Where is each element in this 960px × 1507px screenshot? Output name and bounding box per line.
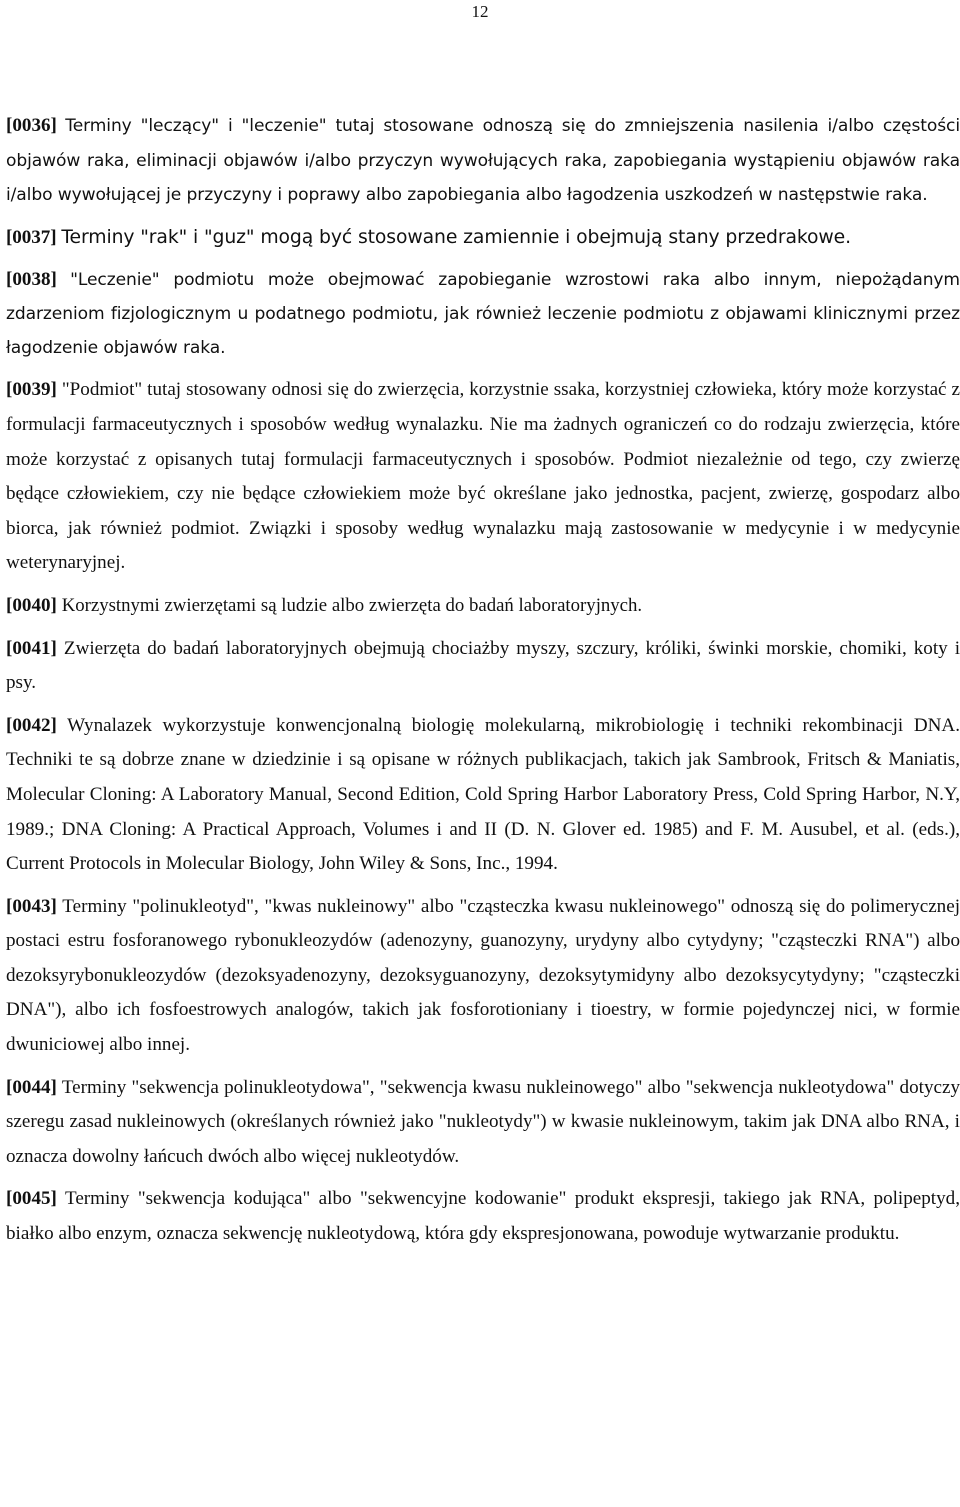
paragraph-text: "Podmiot" tutaj stosowany odnosi się do zwierzęcia, korzystnie ssaka, korzystniej człowieka, który może korzystać z formulacji farmaceutycznych i sposobów według wynalazku. Nie ma żadnych ograniczeń co do rodzaju zwierzęcia, które może korzystać z opisanych tutaj formulacji farmaceutycznych i sposobów. Podmiot niezależnie od tego, czy zwierzę będące człowiekiem, czy nie będące człowiekiem może być określane jako jednostka, pacjent, zwierzę, gospodarz albo biorca, jak również podmiot. Związki i sposoby według wynalazku mają zastosowanie w medycynie i w medycynie weterynaryjnej. [6,379,960,574]
paragraph-0038 [6,263,960,365]
paragraph-text: Terminy "rak" i "guz" mogą być stosowane zamiennie i obejmują stany przedrakowe. [61,226,851,248]
paragraph-id: [0045] [6,1188,57,1210]
paragraph-text: "Leczenie" podmiotu może obejmować zapobieganie wzrostowi raka albo innym, niepożądanym zdarzeniom fizjologicznym u podatnego podmiotu, jak również leczenie podmiotu z objawami klinicznymi przez łagodzenie objawów raka. [6,270,960,359]
paragraph-id: [0040] [6,594,57,616]
paragraph-0045 [6,1182,960,1251]
paragraph-0040 [6,589,960,624]
paragraph-text: Wynalazek wykorzystuje konwencjonalną biologię molekularną, mikrobiologię i techniki rekombinacji DNA. Techniki te są dobrze znane w dziedzinie i są opisane w różnych publikacjach, takich jak Sambrook, Fritsch & Maniatis, Molecular Cloning: A Laboratory Manual, Second Edition, Cold Spring Harbor Laboratory Press, Cold Spring Harbor, N.Y, 1989.; DNA Cloning: A Practical Approach, Volumes i and II (D. N. Glover ed. 1985) and F. M. Ausubel, et al. (eds.), Current Protocols in Molecular Biology, John Wiley & Sons, Inc., 1994. [6,714,960,875]
paragraph-0043 [6,890,960,1063]
paragraph-text: Zwierzęta do badań laboratoryjnych obejmują chociażby myszy, szczury, króliki, świnki morskie, chomiki, koty i psy. [6,637,960,694]
paragraph-0037 [6,221,960,256]
paragraph-id: [0039] [6,379,57,401]
paragraph-text: Terminy "sekwencja polinukleotydowa", "sekwencja kwasu nukleinowego" albo "sekwencja nukleotydowa" dotyczy szeregu zasad nukleinowych (określanych również jako "nukleotydy") w kwasie nukleinowym, takim jak DNA albo RNA, i oznacza dowolny łańcuch dwóch albo więcej nukleotydów. [6,1076,960,1167]
paragraph-id: [0042] [6,714,57,736]
paragraph-text: Terminy "leczący" i "leczenie" tutaj stosowane odnoszą się do zmniejszenia nasilenia i/albo częstości objawów raka, eliminacji objawów i/albo przyczyn wywołujących raka, zapobiegania wystąpieniu objawów raka i/albo wywołującej je przyczyny i poprawy albo zapobiegania albo łagodzenia uszkodzeń w następstwie raka. [6,116,960,206]
page-number: 12 [471,2,489,21]
paragraph-0044 [6,1071,960,1175]
paragraph-id: [0043] [6,895,57,917]
paragraph-id: [0037] [6,226,57,248]
paragraph-0041 [6,632,960,701]
paragraph-0036 [6,109,960,213]
paragraph-id: [0044] [6,1076,57,1098]
paragraph-id: [0038] [6,269,57,291]
paragraph-0042 [6,709,960,882]
document-body [6,109,960,1260]
paragraph-0039 [6,373,960,581]
paragraph-id: [0036] [6,115,57,136]
paragraph-id: [0041] [6,637,57,659]
paragraph-text: Terminy "sekwencja kodująca" albo "sekwencyjne kodowanie" produkt ekspresji, takiego jak RNA, polipeptyd, białko albo enzym, oznacza sekwencję nukleotydową, która gdy ekspresjonowana, powoduje wytwarzanie produktu. [6,1188,960,1245]
paragraph-text: Terminy "polinukleotyd", "kwas nukleinowy" albo "cząsteczka kwasu nukleinowego" odnoszą się do polimerycznej postaci estru fosforanowego rybonukleozydów (adenozyny, guanozyny, urydyny albo cytydyny; "cząsteczki RNA") albo dezoksyrybonukleozydów (dezoksyadenozyny, dezoksyguanozyny, dezoksytymidyny albo dezoksycytydyny; "cząsteczki DNA"), albo ich fosfoestrowych analogów, takich jak fosforotioniany i tioestry, w formie pojedynczej nici, w formie dwuniciowej albo innej. [6,895,960,1056]
paragraph-text: Korzystnymi zwierzętami są ludzie albo zwierzęta do badań laboratoryjnych. [61,594,643,616]
